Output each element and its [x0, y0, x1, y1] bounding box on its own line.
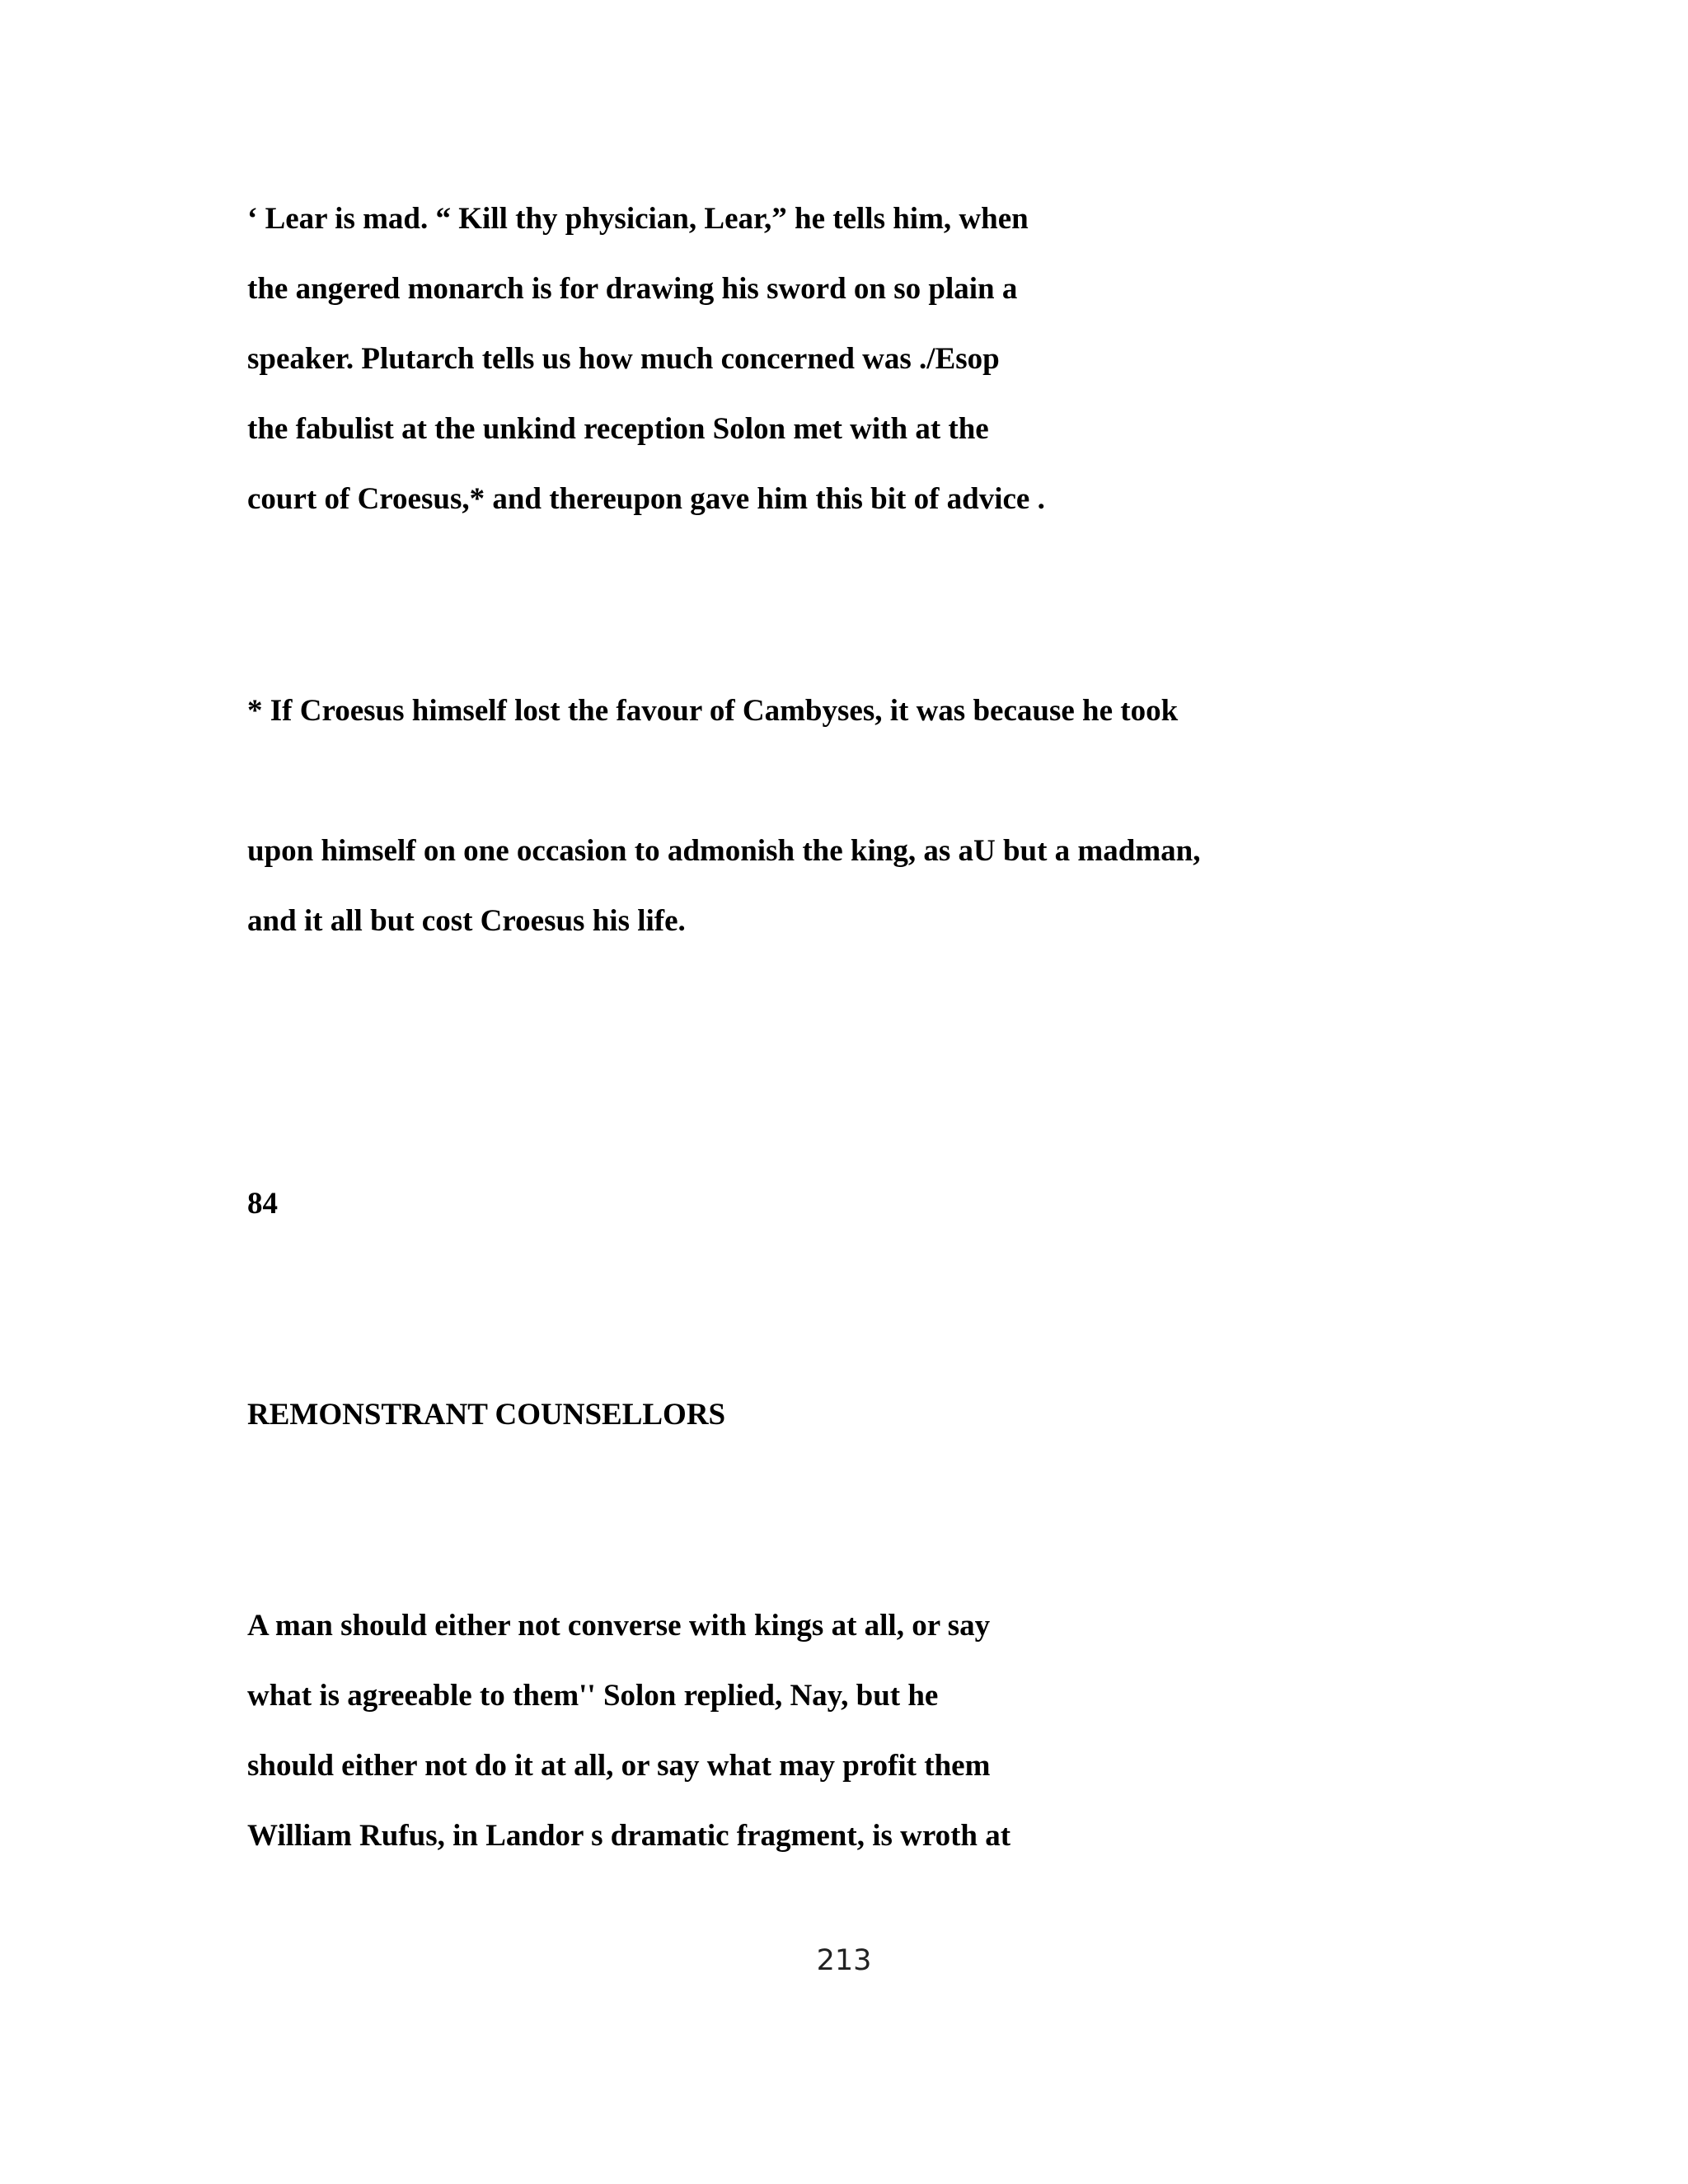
page-number: 213: [816, 1944, 872, 1977]
body-text-line: should either not do it at all, or say what may profit them: [247, 1749, 991, 1783]
body-text-line: what is agreeable to them'' Solon replied, Nay, but he: [247, 1679, 939, 1713]
footnote-line: upon himself on one occasion to admonish the king, as aU but a madman,: [247, 834, 1201, 868]
body-text-line: A man should either not converse with kings at all, or say: [247, 1609, 991, 1643]
body-text-line: the angered monarch is for drawing his sword on so plain a: [247, 272, 1018, 306]
body-text-line: William Rufus, in Landor s dramatic fragment, is wroth at: [247, 1819, 1011, 1853]
body-text-line: the fabulist at the unkind reception Solon met with at the: [247, 412, 989, 446]
body-text-line: ‘ Lear is mad. “ Kill thy physician, Lear,” he tells him, when: [247, 202, 1029, 236]
running-page-number: 84: [247, 1187, 278, 1221]
body-text-line: speaker. Plutarch tells us how much concerned was ./Esop: [247, 342, 1000, 376]
footnote-line: and it all but cost Croesus his life.: [247, 904, 686, 938]
running-head: REMONSTRANT COUNSELLORS: [247, 1398, 726, 1432]
body-text-line: court of Croesus,* and thereupon gave him this bit of advice .: [247, 482, 1045, 516]
footnote-line: * If Croesus himself lost the favour of Cambyses, it was because he took: [247, 694, 1179, 728]
